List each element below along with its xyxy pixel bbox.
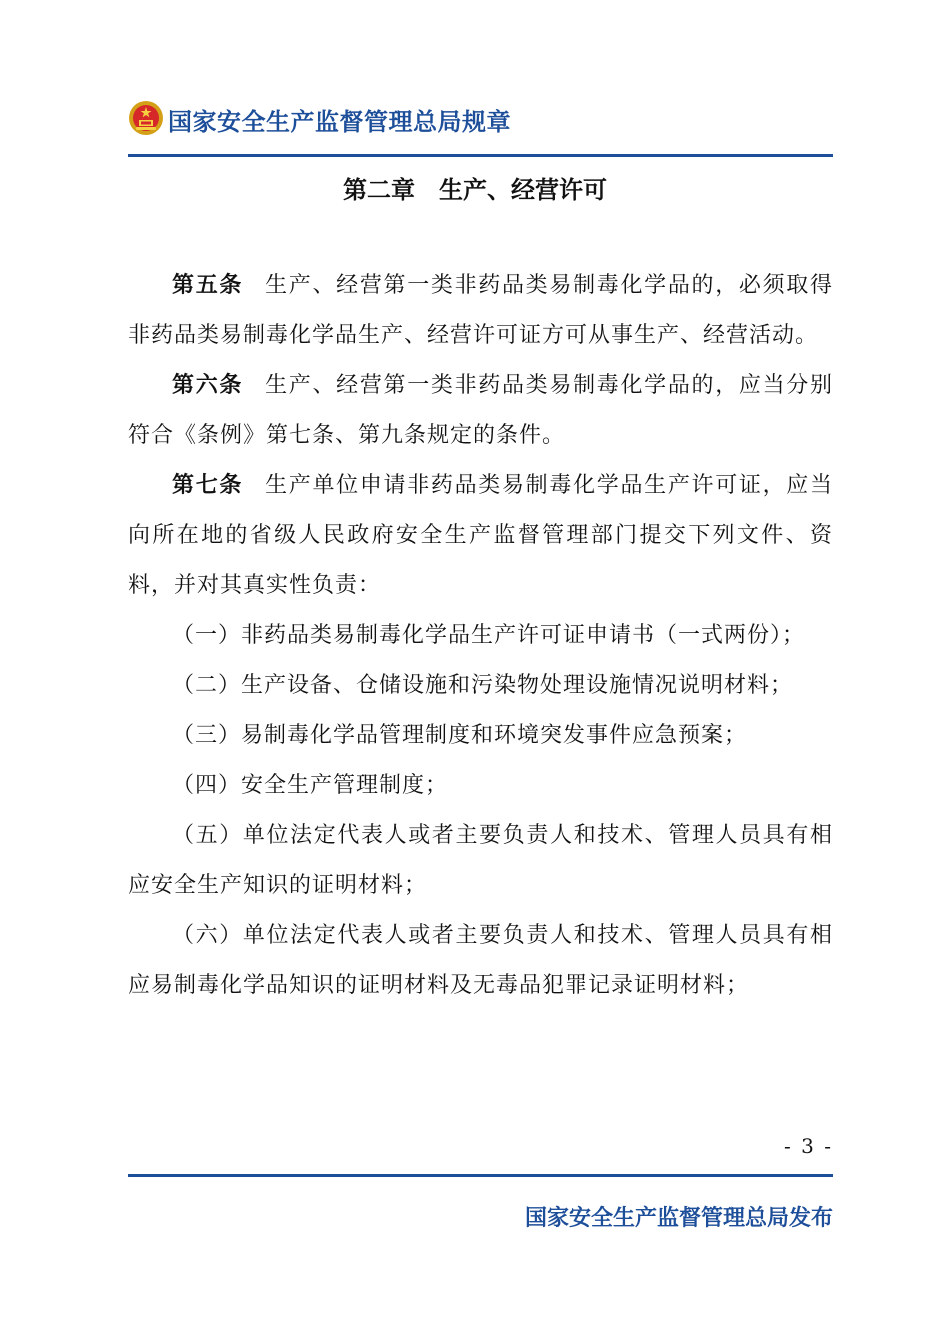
article-text: 生产、经营第一类非药品类易制毒化学品的，必须取得非药品类易制毒化学品生产、经营许可证方可从事生产、经营活动。: [128, 273, 833, 348]
chapter-title: 第二章 生产、经营许可: [343, 176, 607, 204]
footer-publisher: 国家安全生产监督管理总局发布: [524, 1206, 833, 1231]
list-item: （一）非药品类易制毒化学品生产许可证申请书（一式两份）；: [172, 623, 806, 648]
footer-divider: [128, 1174, 833, 1177]
list-item: （二）生产设备、仓储设施和污染物处理设施情况说明材料；: [172, 673, 794, 698]
header-divider: [128, 154, 833, 157]
list-item: （三）易制毒化学品管理制度和环境突发事件应急预案；: [172, 723, 748, 748]
list-item: （五）单位法定代表人或者主要负责人和技术、管理人员具有相应安全生产知识的证明材料；: [128, 823, 833, 898]
page-header: [128, 98, 833, 146]
article-text: 生产、经营第一类非药品类易制毒化学品的，应当分别符合《条例》第七条、第九条规定的条件。: [128, 373, 833, 448]
article-5: [128, 261, 833, 361]
national-emblem-icon: [128, 100, 164, 136]
article-number: 第五条: [172, 273, 244, 298]
list-item: （四）安全生产管理制度；: [172, 773, 449, 798]
article-text: 生产单位申请非药品类易制毒化学品生产许可证，应当向所在地的省级人民政府安全生产监督管理部门提交下列文件、资料，并对其真实性负责：: [128, 473, 833, 598]
document-body: [128, 261, 833, 1011]
article-7: [128, 461, 833, 611]
article-number: 第六条: [172, 373, 244, 398]
article-number: 第七条: [172, 473, 244, 498]
list-item: （六）单位法定代表人或者主要负责人和技术、管理人员具有相应易制毒化学品知识的证明材料及无毒品犯罪记录证明材料；: [128, 923, 833, 998]
page-number: - 3 -: [784, 1134, 833, 1158]
article-6: [128, 361, 833, 461]
header-title: 国家安全生产监督管理总局规章: [168, 108, 511, 136]
